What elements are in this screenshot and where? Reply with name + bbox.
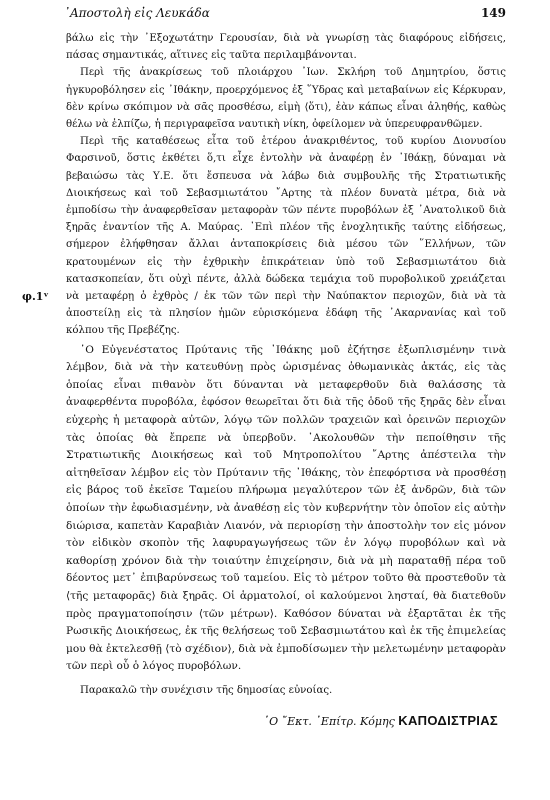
- signature-title: ῾Ο ῎Εκτ. ᾿Επίτρ. Κόμης: [263, 714, 395, 728]
- paragraph-2: Περὶ τῆς ἀνακρίσεως τοῦ πλοιάρχου ᾿Ιων. Σκλήρη τοῦ Δημητρίου, ὅστις ἠγκυροβόλησεν εἰς ᾿Ιθάκην, προερχόμενος ἐξ ῞Υδρας καὶ μεταβαίνων εἰς Κέρκυραν, δὲν κρίνω σκόπιμον νὰ σᾶς προσθέσω, εἰμὴ ⟨ὅτι⟩, ἐὰν κάπως εἶναι ἀληθής, καθὼς θέλω νὰ ἐλπίζω, ἡ περιγραφεῖσα ναυτικὴ νίκη, ὀφείλομεν νὰ ὑπερευφρανθῶμεν.: [66, 67, 506, 131]
- running-title: ᾿Αποστολὴ εἰς Λευκάδα: [64, 6, 210, 20]
- paragraph-3: Περὶ τῆς καταθέσεως εἶτα τοῦ ἑτέρου ἀνακριθέντος, τοῦ κυρίου Διονυσίου Φαρσινοῦ, ὅστις ἐκθέτει ὅ,τι εἶχε ἐντολὴν νὰ ἀναφέρῃ ἐν ᾿Ιθάκῃ, δύναμαι νὰ βεβαιώσω τὰς Υ.Ε. ὅτι ἔσπευσα νὰ λάβω διὰ συμβουλῆς τῆς Στρατιωτικῆς Διοικήσεως καὶ τοῦ Σεβασμιωτάτου ῎Αρτης τὰ πλέον δυνατὰ μέτρα, διὰ νὰ ἐμποδίσω τὴν ἀναφερθεῖσαν μεταφορὰν τῶν πέντε πυροβόλων ἐξ ᾿Ανατολικοῦ διὰ ξηρᾶς ἐναντίον τῆς Α. Μαύρας. ᾿Επὶ πλέον τῆς ἐνοχλητικῆς ταύτης εἰδήσεως, σήμερον ἐλήφθησαν ἄλλαι ἀνταποκρίσεις διὰ μέσου τῶν ῞Ελλήνων, τῶν κρατουμένων εἰς τὴν ἐχθρικὴν ἐπικράτειαν ὑπὸ τοῦ Σεβασμιωτάτου διὰ κατασκοπείαν, ὅτι οὐχὶ πέντε, ἀλλὰ δώδεκα τεμάχια τοῦ πυροβολικοῦ χρειάζεται νὰ μεταφέρῃ ὁ ἐχθρὸς / ἐκ τῶν τῶν περὶ τὴν Ναύπακτον περιοχῶν, διὰ νὰ τὰ ἀποστείλῃ εἰς τὰ πλησίον ἡμῶν εὑρισκόμενα ἐδάφη τῆς ᾿Ακαρνανίας καὶ τοῦ κόλπου τῆς Πρεβέζης.: [66, 136, 506, 337]
- folio-marker: φ.1ᵛ: [22, 290, 49, 303]
- paragraph-1: βάλω εἰς τὴν ᾿Εξοχωτάτην Γερουσίαν, διὰ νὰ γνωρίσῃ τὰς διαφόρους εἰδήσεις, πάσας σημαντικάς, αἵτινες εἰς ταῦτα περιλαμβάνονται.: [66, 33, 506, 62]
- running-head: [64, 6, 506, 20]
- signature: [66, 713, 506, 728]
- page-number: 149: [480, 6, 506, 20]
- paragraph-4: ῾Ο Εὐγενέστατος Πρύτανις τῆς ᾿Ιθάκης μοῦ ἐζήτησε ἐξωπλισμένην τινὰ λέμβον, διὰ νὰ τὴν κατευθύνῃ πρὸς ὡρισμένας ὀθωμανικὰς ἀκτάς, εἰς τὰς ὁποίας εἶναι πιθανὸν ὅτι δύνανται νὰ μεταφερθοῦν διὰ θαλάσσης τὰ ἀναφερθέντα πυροβόλα, ἐφόσον θεωρεῖται ὅτι διὰ τῆς ὁδοῦ τῆς ξηρᾶς δὲν εἶναι εὐχερὴς ἡ μεταφορὰ αὐτῶν, λόγῳ τῶν πολλῶν τραχειῶν καὶ ὀρεινῶν περιοχῶν τὰς ὁποίας θὰ ἔπρεπε νὰ ὑπερβοῦν. ᾿Ακολουθῶν τὴν πεποίθησιν τῆς Στρατιωτικῆς Διοικήσεως καὶ τοῦ Μητροπολίτου ῎Αρτης ἀπέστειλα τὴν αἰτηθεῖσαν λέμβον εἰς τὸν Πρύτανιν τῆς ᾿Ιθάκης, τὸν ἐπεφόρτισα νὰ προσθέσῃ εἰς βάρος τοῦ ἐκεῖσε Ταμείου πλήρωμα μεγαλύτερον τῶν ἐξ ἀνδρῶν, διὰ τῶν ὁποίων τὴν ἐφωδιασμένην, νὰ ἀναθέσῃ εἰς τὸν κυβερνήτην τὸν ὁποῖον εἰς αὐτὴν διώρισα, καπετὰν Καραβιὰν Λιανόν, νὰ περιορίσῃ τὴν ἀποστολὴν τον εἰς μόνον τὸν εἰδικὸν σκοπὸν τῆς λαφυραγωγήσεως τῶν ἐν λόγῳ πυροβόλων καὶ νὰ καθορίσῃ χρόνον διὰ τὴν τοιαύτην ἐπιχείρησιν, διὰ νὰ μὴ παραταθῇ πέρα τοῦ δέοντος μετ᾿ ἐπιβαρύνσεως τοῦ ταμείου. Εἰς τὸ μέτρον τοῦτο θὰ προστεθοῦν τὰ ⟨τῆς μεταφορᾶς⟩ διὰ ξηρᾶς. Οἱ ἁρματολοί, οἱ καλούμενοι λησταί, θὰ διατεθοῦν πρὸς πραγματοποίησιν ⟨τῶν μέτρων⟩. Καθόσον δύναται νὰ ἐξαρτᾶται ἐκ τῆς Ρωσικῆς Διοικήσεως, ἐκ τῆς θελήσεως τοῦ Σεβασμιωτάτου καὶ ἐκ τῆς ἐπιμελείας μου θὰ ἐκτελεσθῇ ⟨τὸ σχέδιον⟩, διὰ νὰ ἐμποδίσωμεν τὴν μελετωμένην μεταφορὰν τῶν περὶ οὗ ὁ λόγος πυροβόλων.: [66, 343, 506, 673]
- closing-line: Παρακαλῶ τὴν συνέχισιν τῆς δημοσίας εὐνοίας.: [80, 684, 333, 696]
- signature-name: ΚΑΠΟΔΙΣΤΡΙΑΣ: [398, 712, 498, 728]
- letter-body: [66, 30, 506, 676]
